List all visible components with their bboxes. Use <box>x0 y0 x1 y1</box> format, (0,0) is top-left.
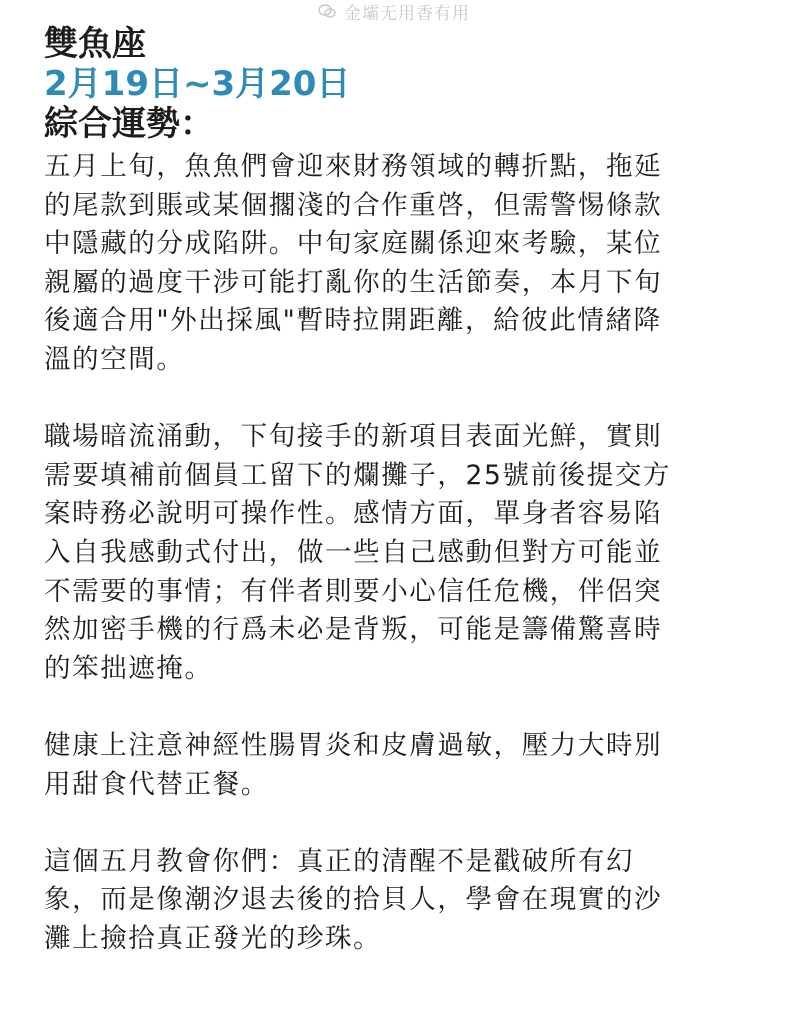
paragraph <box>44 148 774 380</box>
date-range: 2月19日~3月20日 <box>44 64 351 104</box>
paragraph-line: 五月上旬，魚魚們會迎來財務領域的轉折點，拖延 <box>44 151 663 182</box>
watermark <box>318 0 470 22</box>
paragraph-line: 健康上注意神經性腸胃炎和皮膚過敏，壓力大時別 <box>44 729 663 761</box>
paragraph-line: 灘上撿拾真正發光的珍珠。 <box>44 922 382 954</box>
paragraph-spacer <box>44 688 774 727</box>
horoscope-body <box>44 148 774 958</box>
paragraph-spacer <box>44 804 774 843</box>
paragraph-line: 後適合用"外出採風"暫時拉開距離，給彼此情緒降 <box>44 305 662 337</box>
paragraph-line: 用甜食代替正餐。 <box>44 768 269 800</box>
paragraph-line: 的尾款到賬或某個擱淺的合作重啓，但需警惕條款 <box>44 189 663 221</box>
paragraph-line: 然加密手機的行爲未必是背叛，可能是籌備驚喜時 <box>44 614 663 646</box>
paragraph-line: 需要填補前個員工留下的爛攤子，25號前後提交方 <box>44 459 672 491</box>
paragraph-line: 象，而是像潮汐退去後的拾貝人，學會在現實的沙 <box>44 884 663 916</box>
paragraph-line: 的笨拙遮掩。 <box>44 652 213 684</box>
paragraph <box>44 843 774 959</box>
paragraph-line: 職場暗流涌動，下旬接手的新項目表面光鮮，實則 <box>44 421 663 453</box>
section-title: 綜合運勢： <box>44 104 214 144</box>
paragraph-spacer <box>44 380 774 419</box>
paragraph <box>44 418 774 688</box>
paragraph <box>44 727 774 804</box>
paragraph-line: 中隱藏的分成陷阱。中旬家庭關係迎來考驗，某位 <box>44 228 663 260</box>
paragraph-line: 不需要的事情；有伴者則要小心信任危機，伴侶突 <box>44 575 663 607</box>
wechat-icon <box>318 4 336 18</box>
paragraph-line: 親屬的過度干涉可能打亂你的生活節奏，本月下旬 <box>44 266 663 298</box>
zodiac-sign-title: 雙魚座 <box>44 24 146 64</box>
paragraph-line: 這個五月教會你們：真正的清醒不是戳破所有幻 <box>44 845 635 877</box>
paragraph-line: 溫的空間。 <box>44 343 185 375</box>
watermark-text: 金壩无用香有用 <box>344 3 470 24</box>
paragraph-line: 入自我感動式付出，做一些自己感動但對方可能並 <box>44 536 663 568</box>
paragraph-line: 案時務必說明可操作性。感情方面，單身者容易陷 <box>44 498 663 530</box>
